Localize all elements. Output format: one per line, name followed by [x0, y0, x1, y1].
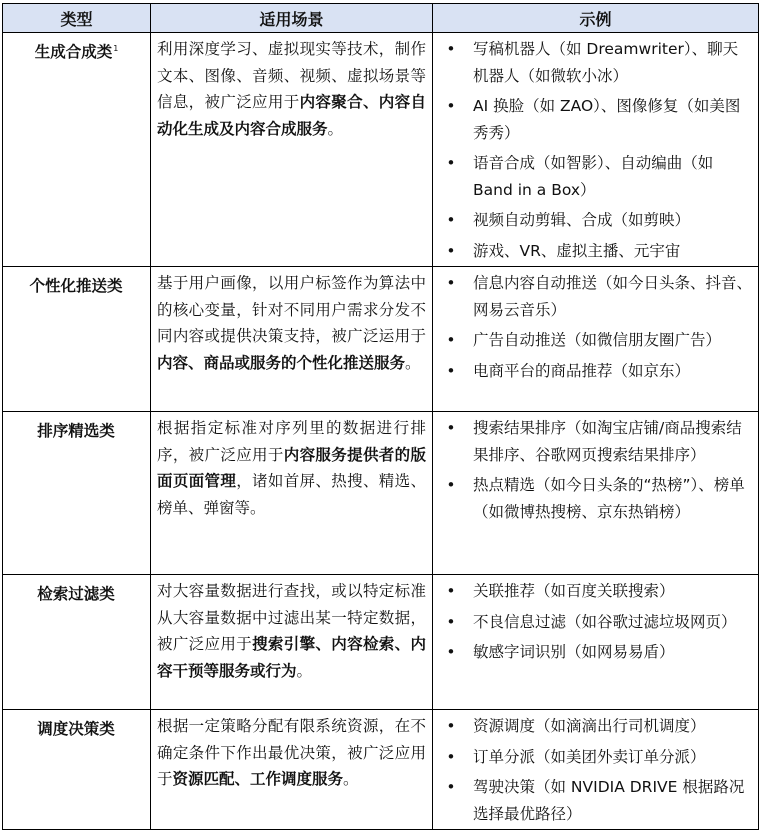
list-item [439, 609, 752, 636]
scene-highlight: 内容服务提供者的版面页面管理 [157, 445, 426, 490]
bullet-icon: • [446, 241, 456, 260]
bullet-icon: • [446, 747, 456, 766]
scene-text: 基于用户画像，以用户标签作为算法中的核心变量，针对不同用户需求分发不同内容或提供决策支持，被广泛运用于 [157, 274, 426, 345]
scene-text: 利用深度学习、虚拟现实等技术，制作文本、图像、音频、视频、虚拟场景等信息，被广泛应用于 [157, 40, 426, 111]
type-cell [3, 710, 151, 830]
bullet-icon: • [446, 331, 456, 349]
list-item [439, 207, 752, 234]
list-item [439, 774, 752, 827]
table-row [3, 267, 759, 412]
scene-text: 。 [296, 661, 313, 680]
example-text: 关联推荐（如百度关联搜索） [473, 582, 675, 600]
example-text: 游戏、VR、虚拟主播、元宇宙 [473, 241, 681, 260]
scene-highlight: 内容、商品或服务的个性化推送服务 [157, 353, 406, 372]
example-cell [433, 710, 759, 830]
header-row [3, 4, 759, 33]
type-cell [3, 575, 151, 710]
list-item [439, 358, 752, 385]
list-item [439, 744, 752, 771]
scene-text: 。 [327, 119, 344, 138]
scene-text: 根据指定标准对序列里的数据进行排序，被广泛应用于 [157, 419, 426, 464]
type-label: 调度决策类 [37, 720, 115, 739]
example-text: AI 换脸（如 ZAO）、图像修复（如美图秀秀） [473, 97, 741, 142]
scene-text: 。 [343, 770, 359, 788]
scene-highlight: 资源匹配、工作调度服务 [172, 770, 344, 788]
bullet-icon: • [446, 419, 456, 437]
type-label: 个性化推送类 [29, 277, 123, 296]
example-text: 写稿机器人（如 Dreamwriter）、聊天机器人（如微软小冰） [473, 40, 739, 85]
scene-cell [151, 710, 433, 830]
example-list [439, 36, 752, 264]
scene-text: 对大容量数据进行查找，或以特定标准从大容量数据中过滤出某一特定数据，被广泛应用于 [157, 582, 426, 653]
example-text: 语音合成（如智影）、自动编曲（如 Band in a Box） [473, 154, 714, 199]
example-list [439, 713, 752, 827]
bullet-icon: • [446, 778, 456, 796]
list-item [439, 270, 752, 323]
header-type: 类型 [3, 4, 151, 33]
example-cell [433, 267, 759, 412]
algorithm-types-table [2, 3, 759, 830]
table-row [3, 33, 759, 267]
list-item [439, 578, 752, 605]
example-list [439, 270, 752, 384]
header-example: 示例 [433, 4, 759, 33]
footnote-marker: 1 [113, 44, 119, 53]
scene-cell [151, 267, 433, 412]
bullet-icon: • [446, 717, 456, 735]
example-list [439, 415, 752, 525]
scene-highlight: 内容聚合、内容自动化生成及内容合成服务 [157, 93, 426, 138]
type-label: 检索过滤类 [37, 585, 115, 604]
bullet-icon: • [446, 582, 456, 600]
list-item [439, 639, 752, 666]
example-list [439, 578, 752, 666]
bullet-icon: • [446, 154, 456, 172]
table-row [3, 710, 759, 830]
type-label: 排序精选类 [37, 422, 115, 441]
bullet-icon: • [446, 274, 456, 292]
example-cell [433, 412, 759, 575]
scene-cell [151, 412, 433, 575]
scene-text: 根据一定策略分配有限系统资源，在不确定条件下作出最优决策，被广泛应用于 [157, 717, 426, 788]
type-label: 生成合成类 [34, 43, 113, 62]
list-item [439, 472, 752, 525]
example-text: 订单分派（如美团外卖订单分派） [473, 747, 706, 766]
table-body [3, 33, 759, 830]
example-text: 驾驶决策（如 NVIDIA DRIVE 根据路况选择最优路径） [473, 778, 745, 823]
example-text: 不良信息过滤（如谷歌过滤垃圾网页） [473, 612, 737, 631]
bullet-icon: • [446, 476, 456, 494]
list-item [439, 713, 752, 740]
type-cell [3, 412, 151, 575]
list-item [439, 238, 752, 265]
type-cell [3, 267, 151, 412]
table-row [3, 575, 759, 710]
bullet-icon: • [446, 361, 456, 380]
scene-cell [151, 575, 433, 710]
example-text: 电商平台的商品推荐（如京东） [473, 361, 691, 380]
example-cell [433, 575, 759, 710]
example-text: 信息内容自动推送（如今日头条、抖音、网易云音乐） [473, 274, 753, 319]
example-text: 视频自动剪辑、合成（如剪映） [473, 211, 691, 229]
example-cell [433, 33, 759, 267]
bullet-icon: • [446, 643, 456, 661]
bullet-icon: • [446, 97, 456, 115]
type-cell [3, 33, 151, 267]
scene-text: 。 [405, 353, 421, 372]
example-text: 广告自动推送（如微信朋友圈广告） [473, 331, 722, 349]
table-row [3, 412, 759, 575]
list-item [439, 93, 752, 146]
scene-highlight: 搜索引擎、内容检索、内容干预等服务或行为 [157, 635, 426, 680]
scene-cell [151, 33, 433, 267]
header-scene: 适用场景 [151, 4, 433, 33]
example-text: 热点精选（如今日头条的“热榜”）、榜单（如微博热搜榜、京东热销榜） [473, 476, 745, 521]
bullet-icon: • [446, 211, 456, 229]
example-text: 资源调度（如滴滴出行司机调度） [473, 717, 706, 735]
list-item [439, 150, 752, 203]
list-item [439, 36, 752, 89]
scene-text: ，诸如首屏、热搜、精选、榜单、弹窗等。 [157, 472, 426, 517]
bullet-icon: • [446, 40, 456, 58]
example-text: 搜索结果排序（如淘宝店铺/商品搜索结果排序、谷歌网页搜索结果排序） [473, 419, 742, 464]
list-item [439, 415, 752, 468]
list-item [439, 327, 752, 354]
bullet-icon: • [446, 612, 456, 631]
example-text: 敏感字词识别（如网易易盾） [473, 643, 675, 661]
